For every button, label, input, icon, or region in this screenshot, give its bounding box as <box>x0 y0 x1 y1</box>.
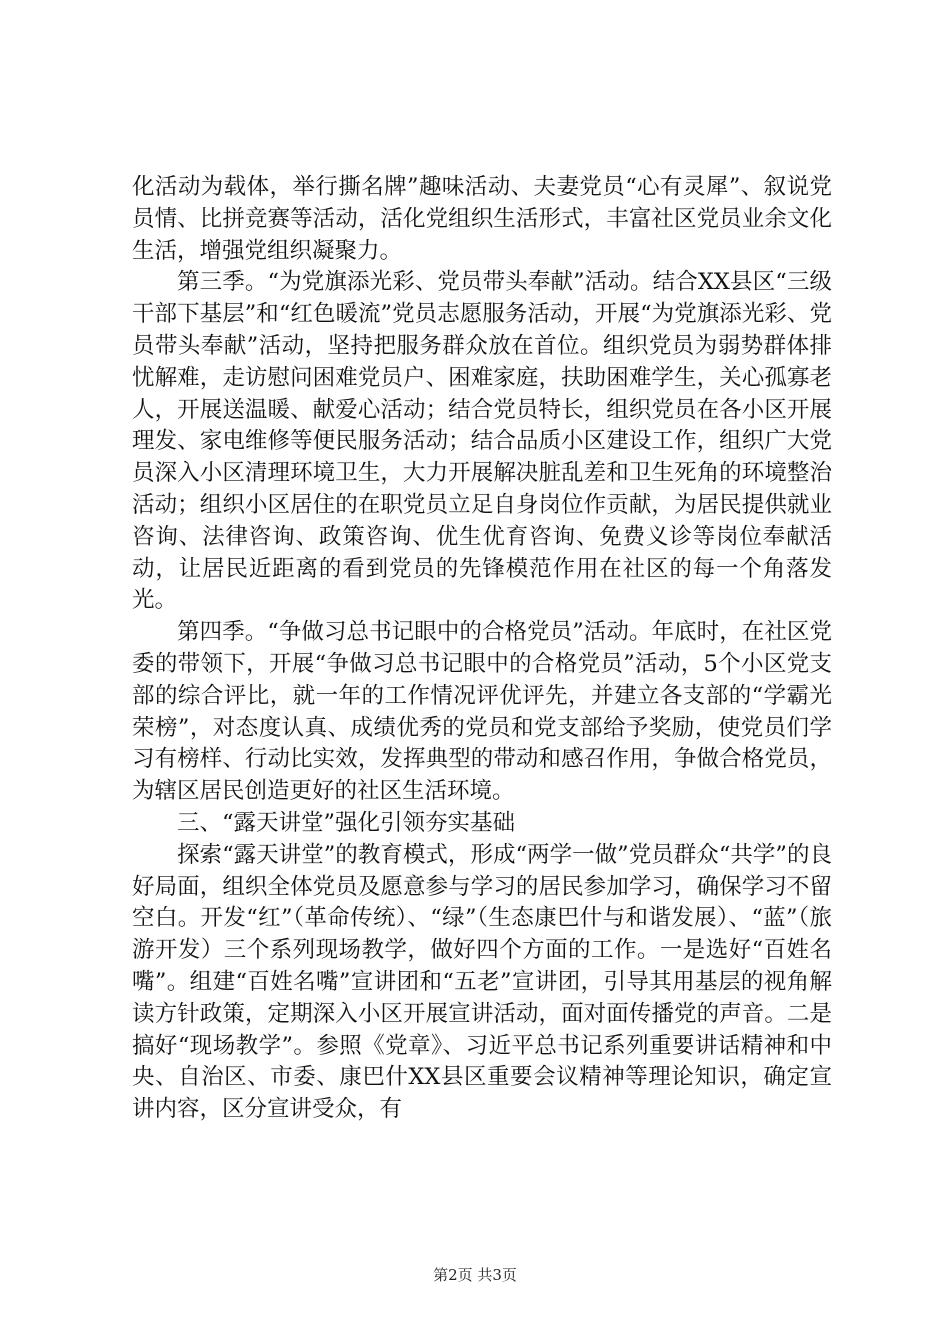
paragraph-third-season: 第三季。“为党旗添光彩、党员带头奉献”活动。结合XX县区“三级干部下基层”和“红色暖流”党员志愿服务活动，开展“为党旗添光彩、党员带头奉献”活动，坚持把服务群众放在首位。组织党员为弱势群体排忧解难，走访慰问困难党员户、困难家庭，扶助困难学生，关心孤寡老人，开展送温暖、献爱心活动；结合党员特长，组织党员在各小区开展理发、家电维修等便民服务活动；结合品质小区建设工作，组织广大党员深入小区清理环境卫生，大力开展解决脏乱差和卫生死角的环境整治活动；组织小区居住的在职党员立足自身岗位作贡献，为居民提供就业咨询、法律咨询、政策咨询、优生优育咨询、免费义诊等岗位奉献活动，让居民近距离的看到党员的先锋模范作用在社区的每一个角落发光。 <box>132 269 832 614</box>
paragraph-continuation: 化活动为载体，举行撕名牌”趣味活动、夫妻党员“心有灵犀”、叙说党员情、比拼竞赛等活动，活化党组织生活形式，丰富社区党员业余文化生活，增强党组织凝聚力。 <box>132 174 832 264</box>
paragraph-fourth-season: 第四季。“争做习总书记眼中的合格党员”活动。年底时，在社区党委的带领下，开展“争做习总书记眼中的合格党员”活动，5个小区党支部的综合评比，就一年的工作情况评优评先，并建立各支部的“学霸光荣榜”，对态度认真、成绩优秀的党员和党支部给予奖励，使党员们学习有榜样、行动比实效，发挥典型的带动和感召作用，争做合格党员，为辖区居民创造更好的社区生活环境。 <box>132 619 832 805</box>
document-body <box>132 172 832 1126</box>
paragraph-open-air-lecture: 探索“露天讲堂”的教育模式，形成“两学一做”党员群众“共学”的良好局面，组织全体党员及愿意参与学习的居民参加学习，确保学习不留空白。开发“红”（革命传统）、“绿”（生态康巴什与和谐发展）、“蓝”（旅游开发）三个系列现场教学，做好四个方面的工作。一是选好“百姓名嘴”。组建“百姓名嘴”宣讲团和“五老”宣讲团，引导其用基层的视角解读方针政策，定期深入小区开展宣讲活动，面对面传播党的声音。二是搞好“现场教学”。参照《党章》、习近平总书记系列重要讲话精神和中央、自治区、市委、康巴什XX县区重要会议精神等理论知识，确定宣讲内容，区分宣讲受众，有 <box>132 841 832 1123</box>
section-heading: 三、“露天讲堂”强化引领夯实基础 <box>177 809 516 836</box>
page-footer: 第2页 共3页 <box>433 1266 517 1284</box>
